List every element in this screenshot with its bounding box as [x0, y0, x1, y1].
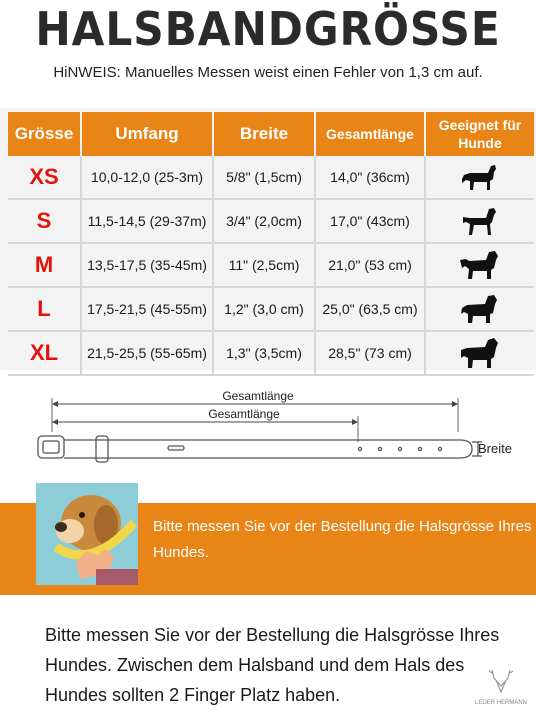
- laenge-cell: 21,0" (53 cm): [316, 244, 426, 288]
- size-cell: M: [8, 244, 82, 288]
- collar-diagram: [0, 380, 536, 480]
- size-table-panel: [0, 108, 536, 370]
- laenge-cell: 28,5" (73 cm): [316, 332, 426, 376]
- breite-cell: 1,2" (3,0 cm): [214, 288, 316, 332]
- info-banner: [0, 503, 536, 595]
- size-cell: S: [8, 200, 82, 244]
- header-umfang: Umfang: [82, 112, 214, 156]
- table-row: [8, 244, 534, 288]
- size-cell: L: [8, 288, 82, 332]
- label-gesamtlaenge-inner: Gesamtlänge: [208, 407, 280, 421]
- header-breite: Breite: [214, 112, 316, 156]
- header-gesamtlaenge: Gesamtlänge: [316, 112, 426, 156]
- brand-logo: [468, 668, 534, 708]
- dog-illustration: [36, 483, 138, 585]
- dog-collar-photo: [36, 483, 138, 585]
- label-breite: Breite: [478, 441, 512, 456]
- dog-cell: [426, 332, 534, 376]
- table-header-row: [8, 112, 534, 156]
- instructions-text: Bitte messen Sie vor der Bestellung die Halsgrösse Ihres Hundes. Zwischen dem Halsband und dem Hals des Hundes sollten 2 Finger Platz haben.: [45, 625, 500, 705]
- dog-cell: [426, 156, 534, 200]
- umfang-cell: 11,5-14,5 (29-37m): [82, 200, 214, 244]
- umfang-cell: 10,0-12,0 (25-3m): [82, 156, 214, 200]
- label-gesamtlaenge-outer: Gesamtlänge: [222, 389, 294, 403]
- umfang-cell: 17,5-21,5 (45-55m): [82, 288, 214, 332]
- breite-cell: 11" (2,5cm): [214, 244, 316, 288]
- size-cell: XL: [8, 332, 82, 376]
- dog-l-icon: [458, 292, 502, 326]
- laenge-cell: 17,0" (43cm): [316, 200, 426, 244]
- size-table: [8, 112, 534, 376]
- brand-logo-text: LEDER HERMANN: [474, 700, 528, 706]
- dog-xl-icon: [458, 336, 502, 370]
- breite-cell: 5/8" (1,5cm): [214, 156, 316, 200]
- breite-cell: 3/4" (2,0cm): [214, 200, 316, 244]
- laenge-cell: 14,0" (36cm): [316, 156, 426, 200]
- table-row: [8, 156, 534, 200]
- measurement-note: HiNWEIS: Manuelles Messen weist einen Fehler von 1,3 cm auf.: [53, 64, 483, 81]
- size-cell: XS: [8, 156, 82, 200]
- dog-cell: [426, 200, 534, 244]
- header-size: Grösse: [8, 112, 82, 156]
- dog-cell: [426, 288, 534, 332]
- deer-logo-icon: [468, 668, 534, 708]
- dog-cell: [426, 244, 534, 288]
- table-row: [8, 332, 534, 376]
- dog-s-icon: [460, 205, 500, 237]
- breite-cell: 1,3" (3,5cm): [214, 332, 316, 376]
- dog-m-icon: [458, 248, 502, 282]
- umfang-cell: 21,5-25,5 (55-65m): [82, 332, 214, 376]
- collar-outline: [38, 436, 482, 462]
- header-geeignet: Geeignet für Hunde: [426, 112, 534, 156]
- dog-xs-icon: [460, 161, 500, 193]
- dimension-inner: [52, 416, 358, 442]
- umfang-cell: 13,5-17,5 (35-45m): [82, 244, 214, 288]
- page-title: HALSBANDGRÖSSE: [35, 2, 501, 56]
- table-row: [8, 288, 534, 332]
- banner-text: Bitte messen Sie vor der Bestellung die Halsgrösse Ihres Hundes.: [153, 518, 532, 561]
- laenge-cell: 25,0" (63,5 cm): [316, 288, 426, 332]
- table-row: [8, 200, 534, 244]
